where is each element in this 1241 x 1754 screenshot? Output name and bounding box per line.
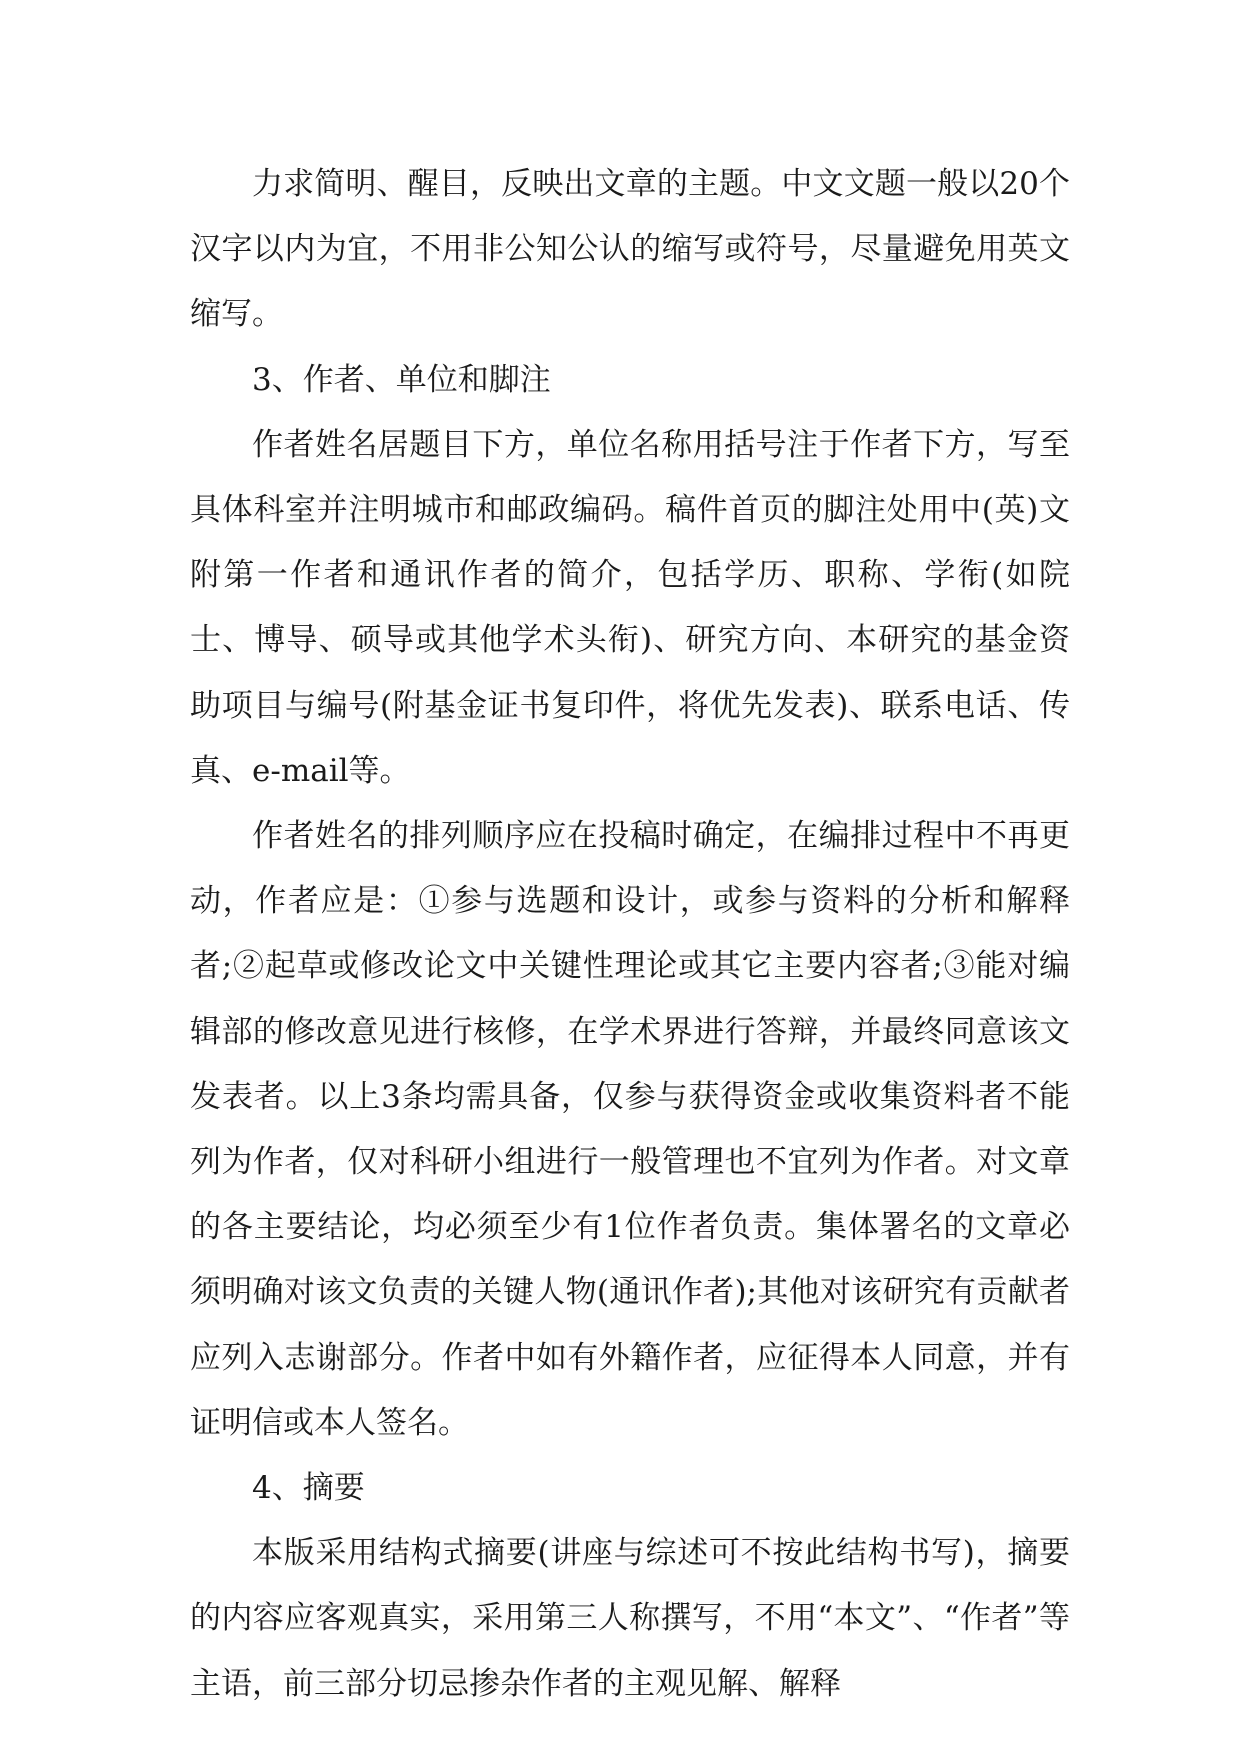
section-heading-authors: 3、作者、单位和脚注 (252, 361, 551, 398)
section-heading-abstract: 4、摘要 (252, 1470, 365, 1507)
paragraph-author-affiliation: 作者姓名居题目下方，单位名称用括号注于作者下方，写至具体科室并注明城市和邮政编码。稿件首页的脚注处用中(英)文附第一作者和通讯作者的简介，包括学历、职称、学衔(如院士、博导、硕导或其他学术头衔)、研究方向、本研究的基金资助项目与编号(附基金证书复印件，将优先发表)、联系电话、传真、e-mail等。 (190, 426, 1070, 789)
paragraph-title-guidelines: 力求简明、醒目，反映出文章的主题。中文文题一般以20个汉字以内为宜，不用非公知公认的缩写或符号，尽量避免用英文缩写。 (190, 166, 1070, 333)
paragraph-abstract: 本版采用结构式摘要(讲座与综述可不按此结构书写)，摘要的内容应客观真实，采用第三人称撰写，不用“本文”、“作者”等主语，前三部分切忌掺杂作者的主观见解、解释 (190, 1535, 1070, 1702)
paragraph-author-order: 作者姓名的排列顺序应在投稿时确定，在编排过程中不再更动，作者应是：①参与选题和设计，或参与资料的分析和解释者;②起草或修改论文中关键性理论或其它主要内容者;③能对编辑部的修改意见进行核修，在学术界进行答辩，并最终同意该文发表者。以上3条均需具备，仅参与获得资金或收集资料者不能列为作者，仅对科研小组进行一般管理也不宜列为作者。对文章的各主要结论，均必须至少有1位作者负责。集体署名的文章必须明确对该文负责的关键人物(通讯作者);其他对该研究有贡献者应列入志谢部分。作者中如有外籍作者，应征得本人同意，并有证明信或本人签名。 (190, 818, 1070, 1441)
document-body (190, 152, 1070, 1717)
